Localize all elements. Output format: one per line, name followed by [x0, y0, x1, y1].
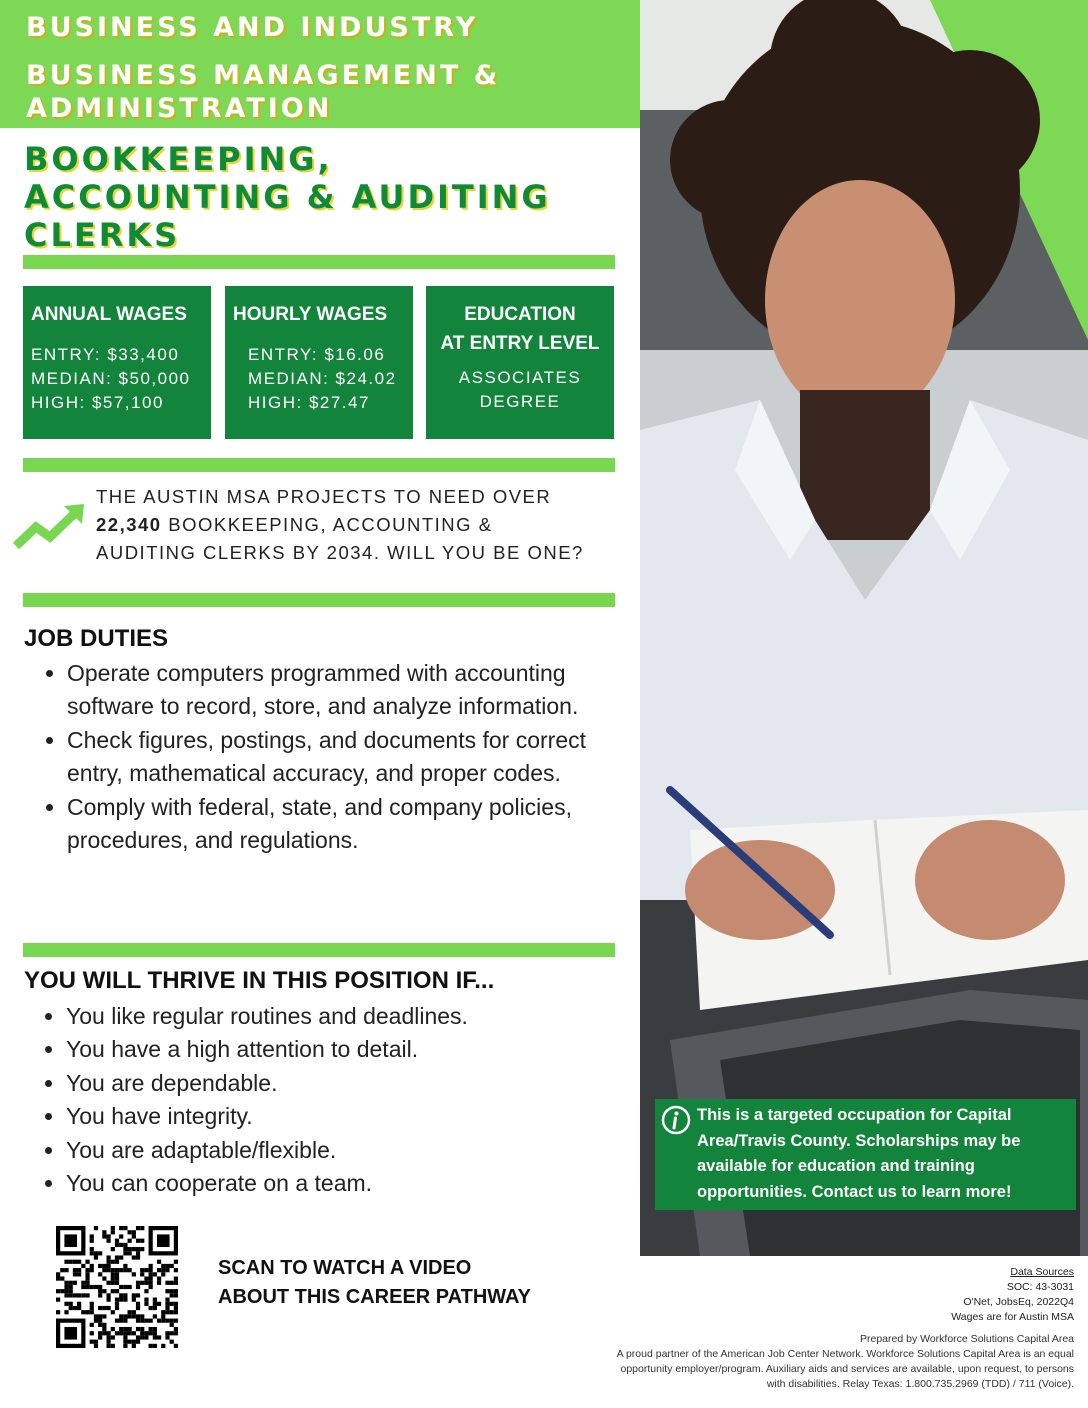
scan-line2: ABOUT THIS CAREER PATHWAY	[218, 1286, 531, 1308]
projection-line3: AUDITING CLERKS BY 2034. WILL YOU BE ONE?	[96, 542, 584, 563]
career-cluster-line1: BUSINESS MANAGEMENT &	[26, 60, 501, 91]
divider-bar	[23, 593, 615, 607]
hero-photo	[640, 0, 1088, 1256]
scan-instruction	[218, 1254, 531, 1312]
projection-text	[96, 483, 621, 567]
job-duties-list-wrap	[21, 657, 601, 857]
targeted-occupation-callout	[655, 1099, 1076, 1210]
hourly-wages-heading: HOURLY WAGES	[233, 304, 388, 325]
projection-line1: THE AUSTIN MSA PROJECTS TO NEED OVER	[96, 486, 552, 507]
list-item: • You like regular routines and deadlines.	[66, 1000, 620, 1033]
projection-line2	[96, 511, 621, 539]
divider-bar	[23, 458, 615, 472]
scan-line1: SCAN TO WATCH A VIDEO	[218, 1257, 472, 1279]
prepared-by: Prepared by Workforce Solutions Capital Area	[860, 1333, 1074, 1345]
annual-wages-heading: ANNUAL WAGES	[31, 304, 187, 325]
soc-code: SOC: 43-3031	[1006, 1281, 1074, 1293]
divider-bar	[23, 943, 615, 957]
source-list: O'Net, JobsEq, 2022Q4	[963, 1296, 1074, 1308]
thrive-list	[20, 1000, 620, 1200]
list-item: • You can cooperate on a team.	[66, 1167, 620, 1200]
education-box	[426, 286, 614, 439]
projection-line2-rest: BOOKKEEPING, ACCOUNTING &	[161, 514, 493, 535]
data-sources-link[interactable]: Data Sources	[1010, 1266, 1074, 1278]
education-heading-line2: AT ENTRY LEVEL	[440, 333, 600, 354]
job-duties-heading: JOB DUTIES	[24, 625, 169, 652]
thrive-heading: YOU WILL THRIVE IN THIS POSITION IF...	[24, 967, 495, 994]
education-heading-line1: EDUCATION	[464, 304, 576, 325]
industry-category: BUSINESS AND INDUSTRY	[26, 12, 479, 43]
education-value-line1: ASSOCIATES	[458, 368, 582, 387]
list-item: • You are adaptable/flexible.	[66, 1134, 620, 1167]
info-icon	[661, 1105, 691, 1144]
data-sources	[951, 1265, 1074, 1325]
list-item: • Check figures, postings, and documents for correct entry, mathematical accuracy, and proper codes.	[67, 724, 601, 791]
projection-number: 22,340	[96, 514, 162, 535]
list-item: • Comply with federal, state, and company policies, procedures, and regulations.	[67, 791, 601, 858]
list-item: • You are dependable.	[66, 1067, 620, 1100]
list-item: • You have a high attention to detail.	[66, 1033, 620, 1066]
hourly-high: HIGH: $27.47	[248, 393, 370, 412]
occupation-title-line1: BOOKKEEPING,	[24, 140, 333, 178]
hourly-median: MEDIAN: $24.02	[248, 369, 397, 388]
qr-code[interactable]	[56, 1226, 178, 1352]
annual-entry: ENTRY: $33,400	[31, 345, 180, 364]
occupation-title	[24, 140, 624, 254]
hourly-entry: ENTRY: $16.06	[248, 345, 386, 364]
divider-bar	[23, 255, 615, 269]
hourly-wages-box	[225, 286, 413, 439]
thrive-list-wrap	[20, 1000, 620, 1200]
occupation-title-line2: ACCOUNTING & AUDITING	[24, 178, 551, 216]
annual-median: MEDIAN: $50,000	[31, 369, 191, 388]
list-item: • You have integrity.	[66, 1100, 620, 1133]
trend-up-icon	[12, 500, 86, 556]
job-duties-list	[21, 657, 601, 857]
annual-high: HIGH: $57,100	[31, 393, 164, 412]
wages-note: Wages are for Austin MSA	[951, 1311, 1074, 1323]
education-value-line2: DEGREE	[479, 392, 561, 411]
list-item: • Operate computers programmed with accounting software to record, store, and analyze information.	[67, 657, 601, 724]
footer-disclaimer	[604, 1332, 1074, 1392]
callout-text: This is a targeted occupation for Capital Area/Travis County. Scholarships may be available for education and training opportunities. Contact us to learn more!	[697, 1106, 1021, 1201]
eeo-statement: A proud partner of the American Job Center Network. Workforce Solutions Capital Area is an equal opportunity employer/program. Auxiliary aids and services are available, upon request, to persons with disabilities. Relay Texas: 1.800.735.2969 (TDD) / 711 (Voice).	[616, 1348, 1074, 1390]
career-cluster-line2: ADMINISTRATION	[26, 93, 333, 124]
occupation-title-line3: CLERKS	[24, 216, 181, 254]
annual-wages-box	[23, 286, 211, 439]
